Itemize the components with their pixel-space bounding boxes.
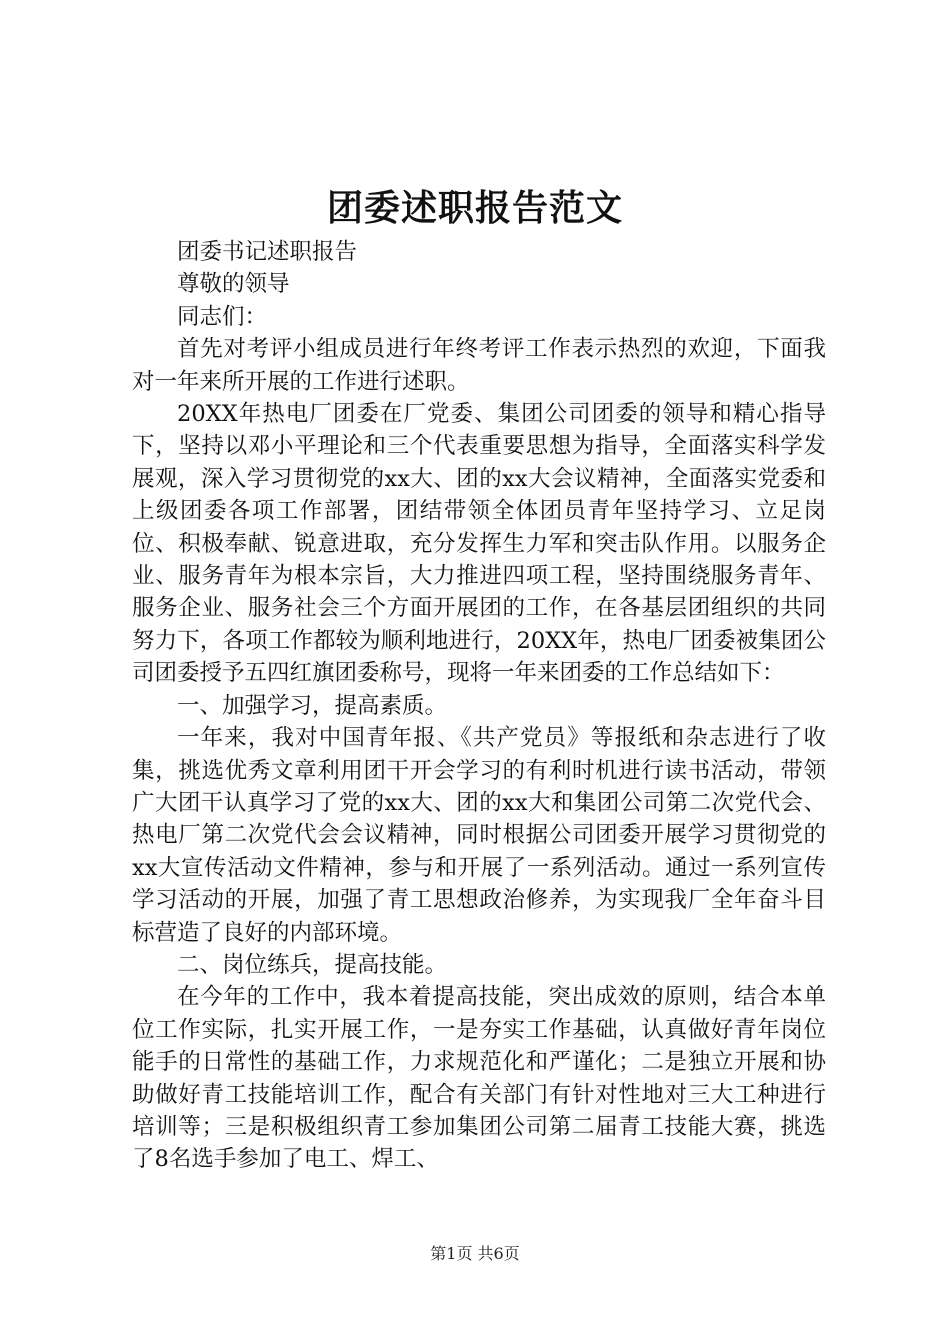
paragraph-report-heading: 团委书记述职报告 bbox=[177, 239, 358, 265]
paragraph-overview: 20XX年热电厂团委在厂党委、集团公司团委的领导和精心指导下，坚持以邓小平理论和三个代表重要思想为指导，全面落实科学发展观，深入学习贯彻党的xx大、团的xx大会议精神，全面落实党委和上级团委各项工作部署，团结带领全体团员青年坚持学习、立足岗位、积极奉献、锐意进取，充分发挥生力军和突击队作用。以服务企业、服务青年为根本宗旨，大力推进四项工程，坚持围绕服务青年、服务企业、服务社会三个方面开展团的工作，在各基层团组织的共同努力下，各项工作都较为顺利地进行，20XX年，热电厂团委被集团公司团委授予五四红旗团委称号，现将一年来团委的工作总结如下： bbox=[132, 401, 826, 687]
paragraph-salutation: 尊敬的领导 bbox=[177, 271, 290, 298]
document-body bbox=[132, 236, 826, 1176]
paragraph-section-1: 一年来，我对中国青年报、《共产党员》等报纸和杂志进行了收集，挑选优秀文章利用团干开会学习的有利时机进行读书活动，带领广大团干认真学习了党的xx大、团的xx大和集团公司第二次党代会、热电厂第二次党代会会议精神，同时根据公司团委开展学习贯彻党的xx大宣传活动文件精神，参与和开展了一系列活动。通过一系列宣传学习活动的开展，加强了青工思想政治修养，为实现我厂全年奋斗目标营造了良好的内部环境。 bbox=[132, 725, 826, 946]
page-footer: 第1页 共6页 bbox=[430, 1244, 520, 1263]
section-heading-1: 一、加强学习，提高素质。 bbox=[177, 692, 448, 719]
paragraph-salutation-comrades: 同志们： bbox=[177, 303, 268, 330]
paragraph-section-2: 在今年的工作中，我本着提高技能，突出成效的原则，结合本单位工作实际，扎实开展工作，一是夯实工作基础，认真做好青年岗位能手的日常性的基础工作，力求规范化和严谨化；二是独立开展和协助做好青工技能培训工作，配合有关部门有针对性地对三大工种进行培训等；三是积极组织青工参加集团公司第二届青工技能大赛，挑选了8名选手参加了电工、焊工、 bbox=[132, 984, 826, 1173]
section-heading-2: 二、岗位练兵，提高技能。 bbox=[177, 951, 448, 978]
paragraph-opening: 首先对考评小组成员进行年终考评工作表示热烈的欢迎，下面我对一年来所开展的工作进行述职。 bbox=[132, 336, 826, 395]
document-title: 团委述职报告范文 bbox=[326, 187, 623, 229]
